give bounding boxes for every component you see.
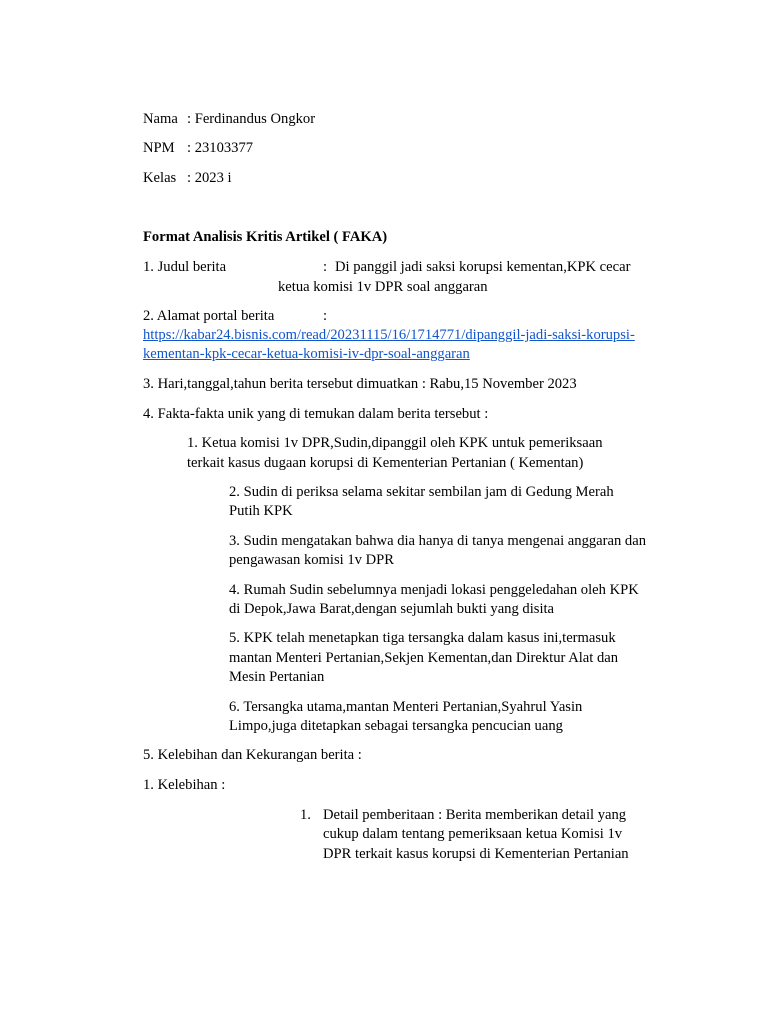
judul-line-2: ketua komisi 1v DPR soal anggaran [278, 279, 488, 295]
kelebihan-label: 1. Kelebihan : [143, 777, 226, 793]
fakta-item-3-line-2: pengawasan komisi 1v DPR [229, 552, 394, 568]
judul-label: 1. Judul berita [143, 259, 227, 275]
fakta-item-2-line-2: Putih KPK [229, 503, 293, 519]
fakta-item-5-line-3: Mesin Pertanian [229, 669, 325, 685]
fakta-item-6-line-1: 6. Tersangka utama,mantan Menteri Pertanian,Syahrul Yasin [229, 699, 583, 715]
document-heading: Format Analisis Kritis Artikel ( FAKA) [143, 229, 388, 245]
kelebihan-item-number: 1. [300, 807, 311, 823]
kelas-label: Kelas [143, 170, 177, 186]
fakta-item-6-line-2: Limpo,juga ditetapkan sebagai tersangka pencucian uang [229, 718, 563, 734]
fakta-item-5-line-1: 5. KPK telah menetapkan tiga tersangka dalam kasus ini,termasuk [229, 630, 616, 646]
fakta-item-2-line-1: 2. Sudin di periksa selama sekitar sembilan jam di Gedung Merah [229, 484, 614, 500]
hari-tanggal: 3. Hari,tanggal,tahun berita tersebut dimuatkan : Rabu,15 November 2023 [143, 376, 577, 392]
fakta-item-1-line-1: 1. Ketua komisi 1v DPR,Sudin,dipanggil oleh KPK untuk pemeriksaan [187, 435, 603, 451]
kelas-value: : 2023 i [187, 170, 232, 186]
fakta-item-4-line-2: di Depok,Jawa Barat,dengan sejumlah bukti yang disita [229, 601, 555, 617]
npm-label: NPM [143, 140, 175, 156]
nama-label: Nama [143, 111, 178, 127]
fakta-item-3-line-1: 3. Sudin mengatakan bahwa dia hanya di tanya mengenai anggaran dan [229, 533, 646, 549]
fakta-item-4-line-1: 4. Rumah Sudin sebelumnya menjadi lokasi penggeledahan oleh KPK [229, 582, 639, 598]
fakta-item-5-line-2: mantan Menteri Pertanian,Sekjen Kementan,dan Direktur Alat dan [229, 650, 619, 666]
portal-url-link-line-2[interactable]: kementan-kpk-cecar-ketua-komisi-iv-dpr-soal-anggaran [143, 346, 470, 362]
npm-value: : 23103377 [187, 140, 254, 156]
kelebihan-item-line-1: Detail pemberitaan : Berita memberikan detail yang [323, 807, 627, 823]
kelebihan-item-line-3: DPR terkait kasus korupsi di Kementerian Pertanian [323, 846, 629, 862]
kelebihan-kekurangan-label: 5. Kelebihan dan Kekurangan berita : [143, 747, 362, 763]
alamat-label: 2. Alamat portal berita [143, 308, 275, 324]
portal-url-link-line-1[interactable]: https://kabar24.bisnis.com/read/20231115/16/1714771/dipanggil-jadi-saksi-korupsi- [143, 327, 635, 343]
nama-value: : Ferdinandus Ongkor [187, 111, 316, 127]
alamat-colon: : [323, 308, 328, 324]
judul-line-1: Di panggil jadi saksi korupsi kementan,KPK cecar [335, 259, 631, 275]
fakta-item-1-line-2: terkait kasus dugaan korupsi di Kementerian Pertanian ( Kementan) [187, 455, 584, 471]
kelebihan-item-line-2: cukup dalam tentang pemeriksaan ketua Komisi 1v [323, 826, 623, 842]
judul-colon: : [323, 259, 328, 275]
fakta-label: 4. Fakta-fakta unik yang di temukan dalam berita tersebut : [143, 406, 489, 422]
